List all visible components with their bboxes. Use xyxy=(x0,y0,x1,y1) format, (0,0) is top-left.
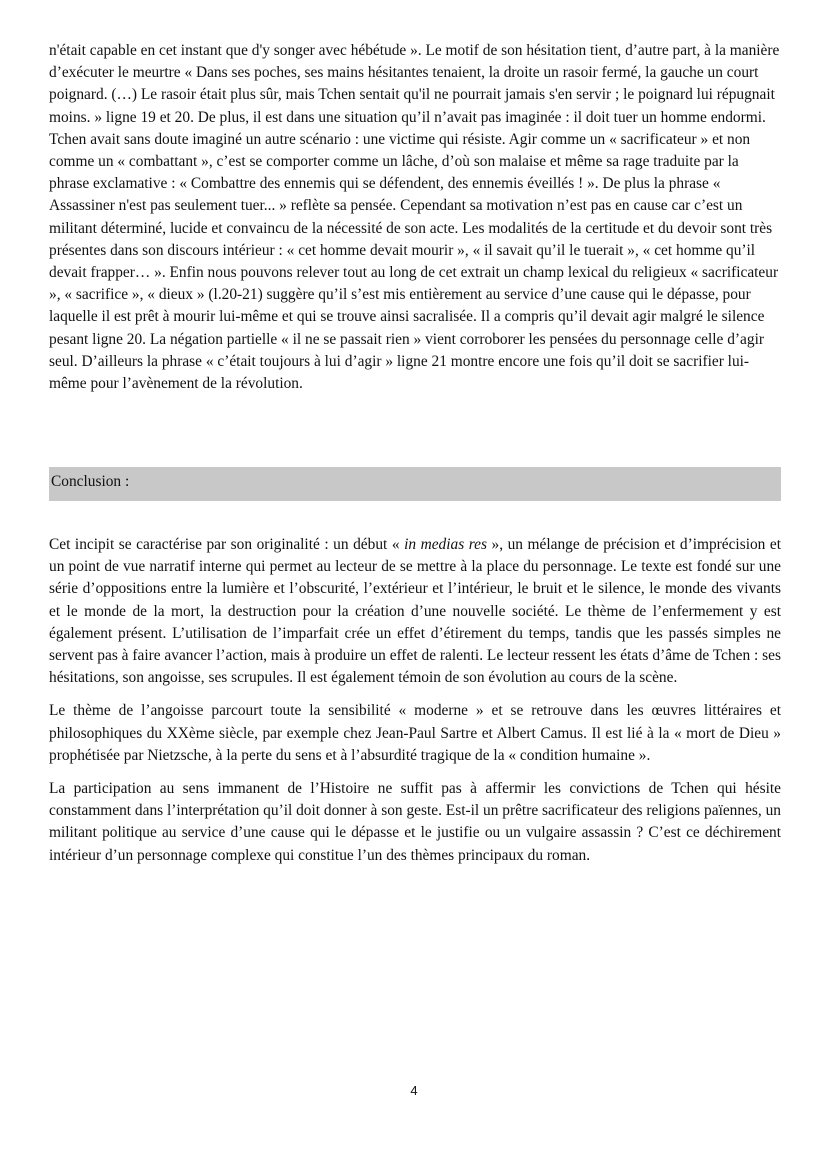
conclusion-heading-text: Conclusion : xyxy=(51,473,130,490)
conclusion-paragraph-3: La participation au sens immanent de l’Histoire ne suffit pas à affermir les convictions de Tchen qui hésite constamment dans l’interprétation qu’il doit donner à son geste. Est-il un prêtre sacrificateur des religions païennes, un militant politique au service d’une cause qui le dépasse et le justifie ou un vulgaire assassin ? C’est ce déchirement intérieur d’un personnage complexe qui constitue l’un des thèmes principaux du roman. xyxy=(49,780,781,864)
page-number: 4 xyxy=(410,1083,418,1098)
analysis-paragraph: n'était capable en cet instant que d'y songer avec hébétude ». Le motif de son hésitation tient, d’autre part, à la manière d’exécuter le meurtre « Dans ses poches, ses mains hésitantes tenaient, la droite un rasoir fermé, la gauche un court poignard. (…) Le rasoir était plus sûr, mais Tchen sentait qu'il ne pourrait jamais s'en servir ; le poignard lui répugnait moins. » ligne 19 et 20. De plus, il est dans une situation qu’il n’avait pas imaginée : il doit tuer un homme endormi. Tchen avait sans doute imaginé un autre scénario : une victime qui résiste. Agir comme un « sacrificateur » et non comme un « combattant », c’est se comporter comme un lâche, d’où son malaise et même sa rage traduite par la phrase exclamative : « Combattre des ennemis qui se défendent, des ennemis éveillés ! ». De plus la phrase « Assassiner n'est pas seulement tuer... » reflète sa pensée. Cependant sa motivation n’est pas en cause car c’est un militant déterminé, lucide et convaincu de la nécessité de son acte. Les modalités de la certitude et du devoir sont très présentes dans son discours intérieur : « cet homme devait mourir », « il savait qu’il le tuerait », « cet homme qu’il devait frapper… ». Enfin nous pouvons relever tout au long de cet extrait un champ lexical du religieux « sacrificateur », « sacrifice », « dieux » (l.20-21) suggère qu’il s’est mis entièrement au service d’une cause qui le dépasse, pour laquelle il est prêt à mourir lui-même et qui se trouve ainsi sacralisée. Il a compris qu’il devait agir malgré le silence pesant ligne 20. La négation partielle « il ne se passait rien » vient corroborer les pensées du personnage celle d’agir seul. D’ailleurs la phrase « c’était toujours à lui d’agir » ligne 21 montre encore une fois qu’il doit se sacrifier lui-même pour l’avènement de la révolution. xyxy=(49,42,780,393)
conclusion-heading xyxy=(49,467,781,501)
conclusion-p1-before: Cet incipit se caractérise par son originalité : un début « xyxy=(49,536,405,553)
conclusion-p1-italic: in medias res xyxy=(404,536,487,553)
conclusion-paragraph-1 xyxy=(49,534,781,689)
conclusion-p1-after: », un mélange de précision et d’imprécision et un point de vue narratif interne qui permet au lecteur de se mettre à la place du personnage. Le texte est fondé sur une série d’oppositions entre la lumière et l’obscurité, l’extérieur et l’intérieur, le bruit et le silence, le monde des vivants et le monde de la mort, la destruction pour la création d’une nouvelle société. Le thème de l’enfermement y est également présent. L’utilisation de l’imparfait crée un effet d’étirement du temps, tandis que les passés simples ne servent pas à faire avancer l’action, mais à produire un effet de ralenti. Le lecteur ressent les états d’âme de Tchen : ses hésitations, son angoisse, ses scrupules. Il est également témoin de son évolution au cours de la scène. xyxy=(49,536,782,687)
conclusion-section xyxy=(49,534,781,878)
analysis-section xyxy=(49,40,781,395)
conclusion-paragraph-2: Le thème de l’angoisse parcourt toute la sensibilité « moderne » et se retrouve dans les œuvres littéraires et philosophiques du XXème siècle, par exemple chez Jean-Paul Sartre et Albert Camus. Il est lié à la « mort de Dieu » prophétisée par Nietzsche, à la perte du sens et à l’absurdité tragique de la « condition humaine ». xyxy=(49,702,781,764)
